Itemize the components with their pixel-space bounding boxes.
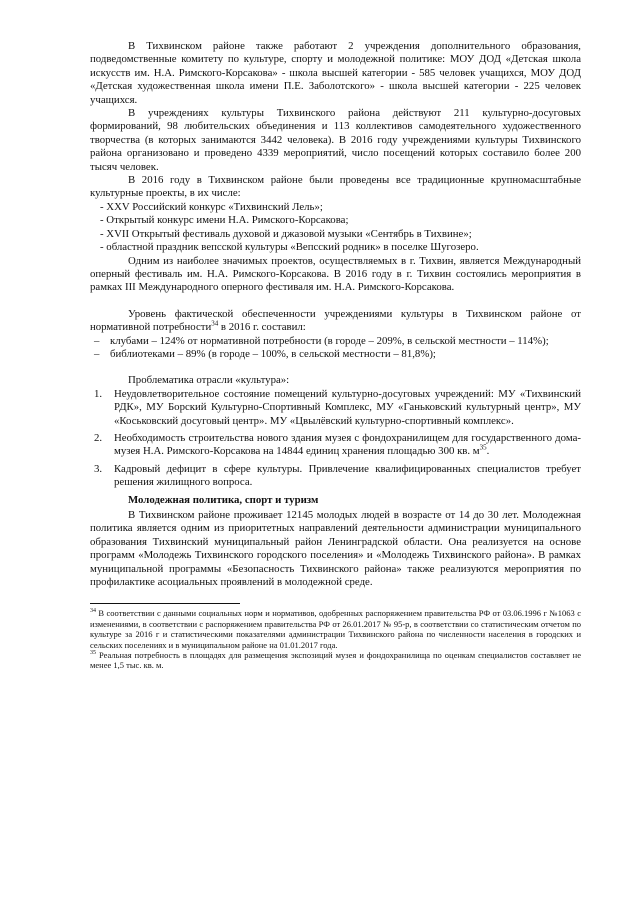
footnote-divider [90, 603, 240, 604]
list-item [90, 388, 581, 428]
list-item-text: Необходимость строительства нового здания музея с фондохранилищем для государственного дома-музея Н.А. Римского-Корсакова на 14844 единиц хранения площадью 300 кв. м [114, 431, 581, 458]
provision-list [90, 335, 581, 362]
list-item [90, 463, 581, 490]
project-item: - областной праздник вепсской культуры «Вепсский родник» в поселке Шугозеро. [100, 241, 479, 254]
list-item [90, 432, 581, 459]
list-number: 2. [94, 431, 103, 444]
footnote-35 [90, 650, 581, 671]
footnotes [90, 608, 581, 670]
footnote-ref-34[interactable]: 34 [211, 319, 219, 328]
dash-marker: – [94, 347, 100, 360]
dash-marker: – [94, 334, 100, 347]
provision-text-tail: в 2016 г. составил: [218, 321, 306, 334]
paragraph-opera-festival: Одним из наиболее значимых проектов, осуществляемых в г. Тихвин, является Международный оперный фестиваль им. Н.А. Римского-Корсакова. В 2016 году в г. Тихвин состоялись мероприятия в рамках III Международного оперного фестиваля им. Н.А. Римского-Корсакова. [90, 254, 581, 294]
provision-text: Уровень фактической обеспеченности учреждениями культуры в Тихвинском районе от нормативной потребности [90, 307, 581, 334]
list-item-text: Неудовлетворительное состояние помещений культурно-досуговых учреждений: МУ «Тихвинский РДК», МУ Борский Культурно-Спортивный Комплекс, МУ «Ганьковский культурный центр», МУ «Коськовский досуговый центр». МУ «Цвылёвский культурно-спортивный комплекс». [114, 387, 581, 427]
paragraph-youth-policy: В Тихвинском районе проживает 12145 молодых людей в возрасте от 14 до 30 лет. Молодежная политика является одним из приоритетных направлений деятельности администрации муниципального образования Тихвинский муниципальный район Ленинградской области. Она реализуется на основе программ «Молодежь Тихвинского городского поселения» и «Молодежь Тихвинского района». В рамках муниципальной программы «Безопасность Тихвинского района» также реализуются мероприятия по профилактике асоциальных проявлений в молодежной среде. [90, 509, 581, 589]
project-item: - Открытый конкурс имени Н.А. Римского-Корсакова; [100, 214, 349, 227]
footnote-34 [90, 608, 581, 650]
footnote-text: Реальная потребность в площадях для размещения экспозиций музея и фондохранилища по оценкам специалистов составляет не менее 1,5 тыс. кв. м. [90, 650, 581, 671]
section-heading: Молодежная политика, спорт и туризм [128, 493, 319, 506]
list-item-text: клубами – 124% от нормативной потребности (в городе – 209%, в сельской местности – 114%); [110, 334, 549, 347]
paragraph-projects-intro: В 2016 году в Тихвинском районе были проведены все традиционные крупномасштабные культурные проекты, в их числе: [90, 174, 581, 200]
problems-list [90, 388, 581, 490]
paragraph-additional-education: В Тихвинском районе также работают 2 учреждения дополнительного образования, подведомственные комитету по культуре, спорту и молодежной политике: МОУ ДОД «Детская школа искусств им. Н.А. Римского-Корсакова» - школа высшей категории - 585 человек учащихся, МОУ ДОД «Детская художественная школа имени П.Е. Заболотского» - школа высшей категории - 225 человек учащихся. [90, 40, 581, 106]
footnote-number: 35 [90, 650, 96, 657]
list-number: 1. [94, 387, 103, 400]
list-item [90, 348, 581, 361]
footnote-text: В соответствии с данными социальных норм и нормативов, одобренных распоряжением правительства РФ от 03.06.1996 г №1063 с изменениями, в соответствии с распоряжением правительства РФ от 26.01.2017 № 95-р, в соответствии со статистическим отчетом по культуре за 2016 г и статистическими показателями администрации Тихвинского района по численности населения в городских и сельских поселениях и в муниципальном районе на 01.01.2017 года. [90, 608, 581, 650]
project-item: - XXV Российский конкурс «Тихвинский Лель»; [100, 200, 323, 213]
footnote-number: 34 [90, 608, 96, 615]
list-item-tail: . [486, 445, 490, 458]
list-number: 3. [94, 462, 103, 475]
problems-heading: Проблематика отрасли «культура»: [128, 374, 290, 387]
list-item-text: Кадровый дефицит в сфере культуры. Привлечение квалифицированных специалистов требует решения жилищного вопроса. [114, 462, 581, 489]
projects-list [90, 201, 581, 255]
list-item [90, 335, 581, 348]
list-item-text: библиотеками – 89% (в городе – 100%, в сельской местности – 81,8%); [110, 347, 436, 360]
paragraph-provision-level [90, 308, 581, 335]
project-item: - XVII Открытый фестиваль духовой и джазовой музыки «Сентябрь в Тихвине»; [100, 227, 472, 240]
paragraph-cultural-formations: В учреждениях культуры Тихвинского района действуют 211 культурно-досуговых формирований, 98 любительских объединения и 113 коллективов самодеятельного художественного творчества (в которых занимаются 3442 человека). В 2016 году учреждениями культуры Тихвинского района организовано и проведено 4339 мероприятий, число посещений которых составило более 200 тысяч человек. [90, 107, 581, 173]
footnote-ref-35[interactable]: 35 [479, 443, 487, 452]
